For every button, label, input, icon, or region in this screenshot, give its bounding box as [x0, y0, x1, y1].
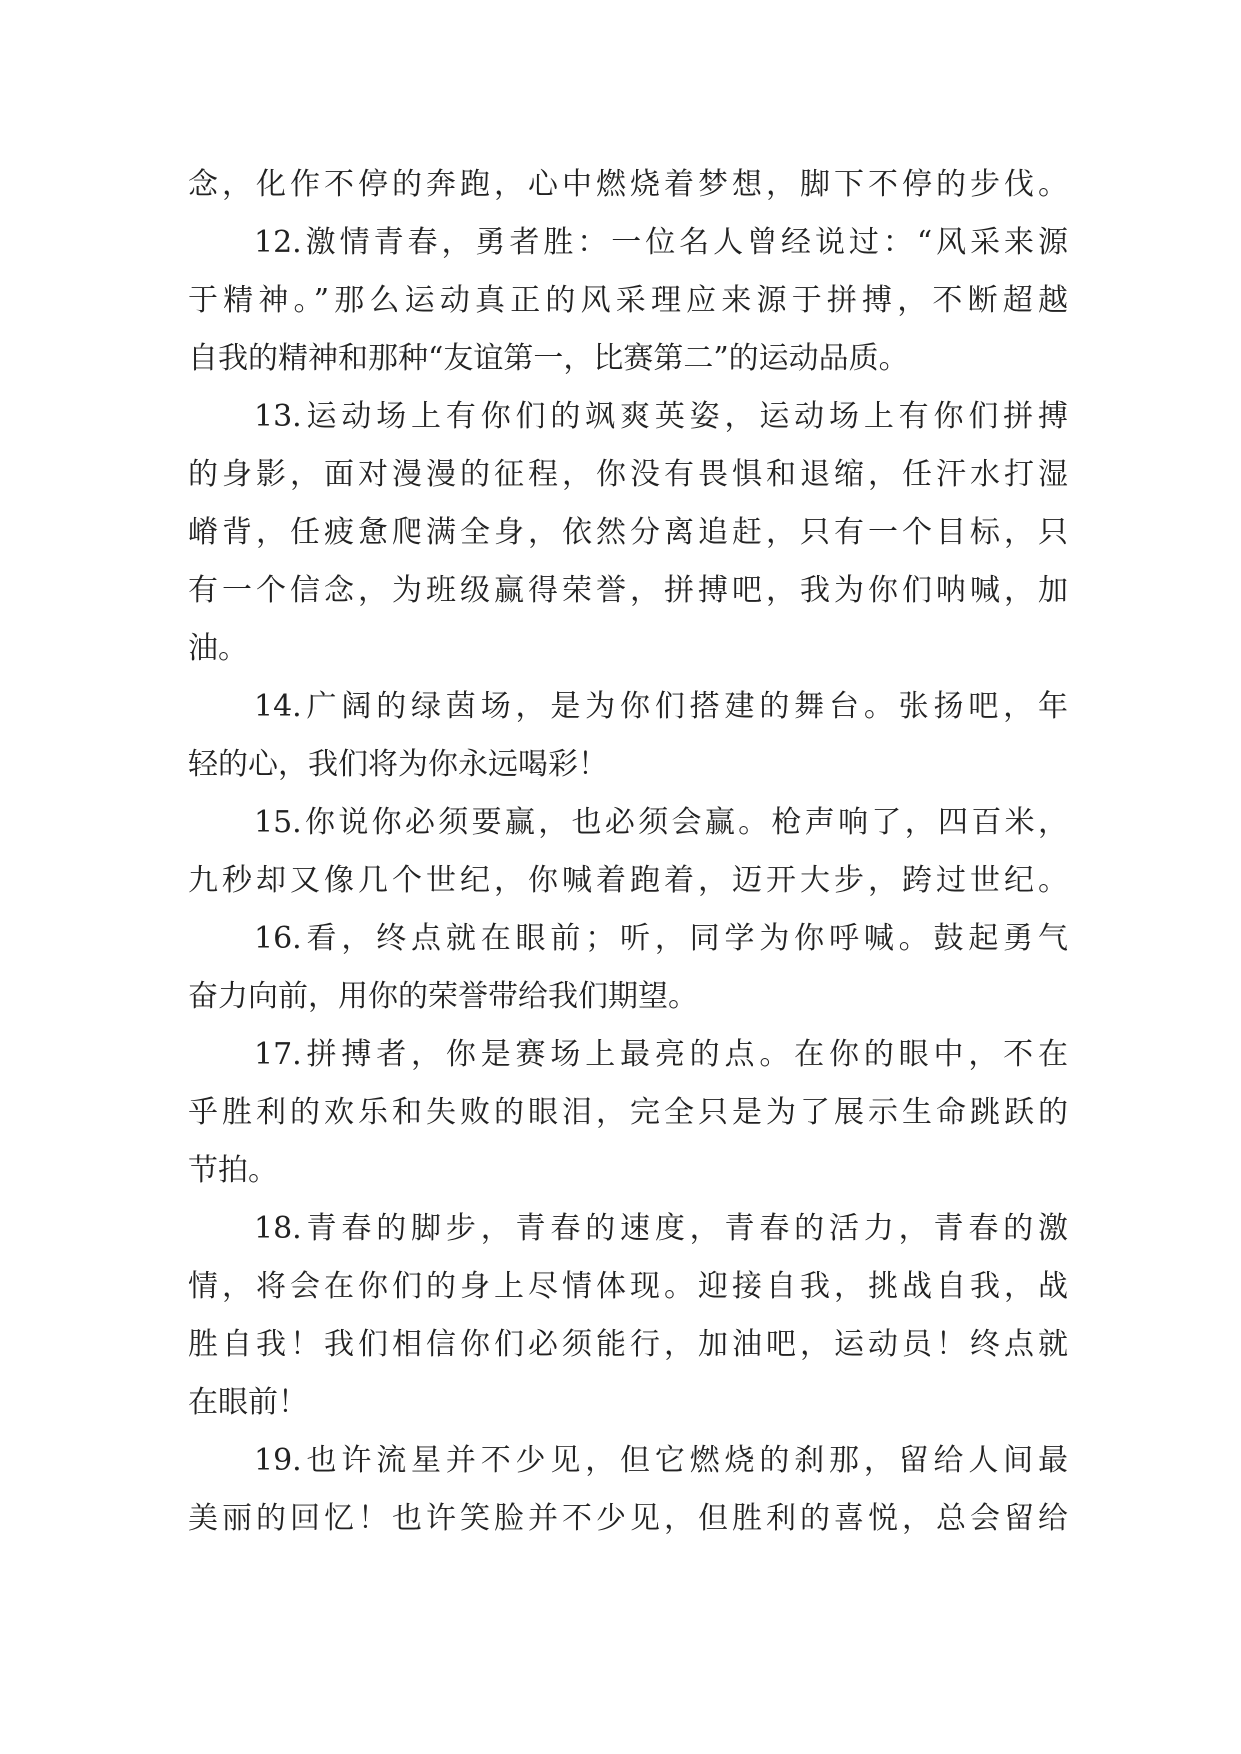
- text-line: 油。: [188, 631, 248, 666]
- text-line: 12.激情青春，勇者胜：一位名人曾经说过：“风采来源: [254, 225, 1068, 260]
- text-line: 15.你说你必须要赢，也必须会赢。枪声响了，四百米，: [254, 805, 1068, 840]
- text-line: 乎胜利的欢乐和失败的眼泪，完全只是为了展示生命跳跃的: [188, 1095, 1068, 1130]
- text-line: 轻的心，我们将为你永远喝彩！: [188, 747, 608, 782]
- text-line: 14.广阔的绿茵场，是为你们搭建的舞台。张扬吧，年: [254, 689, 1068, 724]
- text-line: 13.运动场上有你们的飒爽英姿，运动场上有你们拼搏: [254, 399, 1068, 434]
- text-line: 奋力向前，用你的荣誉带给我们期望。: [188, 979, 698, 1014]
- text-line: 17.拼搏者，你是赛场上最亮的点。在你的眼中，不在: [254, 1037, 1068, 1072]
- text-line: 的身影，面对漫漫的征程，你没有畏惧和退缩，任汗水打湿: [188, 457, 1068, 492]
- text-line: 于精神。”那么运动真正的风采理应来源于拼搏，不断超越: [188, 283, 1068, 318]
- text-line: 情，将会在你们的身上尽情体现。迎接自我，挑战自我，战: [188, 1269, 1068, 1304]
- text-line: 在眼前！: [188, 1385, 308, 1420]
- text-line: 节拍。: [188, 1153, 278, 1188]
- text-line: 自我的精神和那种“友谊第一，比赛第二”的运动品质。: [188, 341, 909, 376]
- text-line: 胜自我！我们相信你们必须能行，加油吧，运动员！终点就: [188, 1327, 1068, 1362]
- text-line: 美丽的回忆！也许笑脸并不少见，但胜利的喜悦，总会留给: [188, 1501, 1068, 1536]
- text-line: 九秒却又像几个世纪，你喊着跑着，迈开大步，跨过世纪。: [188, 863, 1068, 898]
- text-line: 16.看，终点就在眼前；听，同学为你呼喊。鼓起勇气: [254, 921, 1068, 956]
- text-line: 有一个信念，为班级赢得荣誉，拼搏吧，我为你们呐喊，加: [188, 573, 1068, 608]
- text-line: 18.青春的脚步，青春的速度，青春的活力，青春的激: [254, 1211, 1068, 1246]
- text-line: 念，化作不停的奔跑，心中燃烧着梦想，脚下不停的步伐。: [188, 167, 1068, 202]
- text-line: 19.也许流星并不少见，但它燃烧的刹那，留给人间最: [254, 1443, 1068, 1478]
- text-line: 嵴背，任疲惫爬满全身，依然分离追赶，只有一个目标，只: [188, 515, 1068, 550]
